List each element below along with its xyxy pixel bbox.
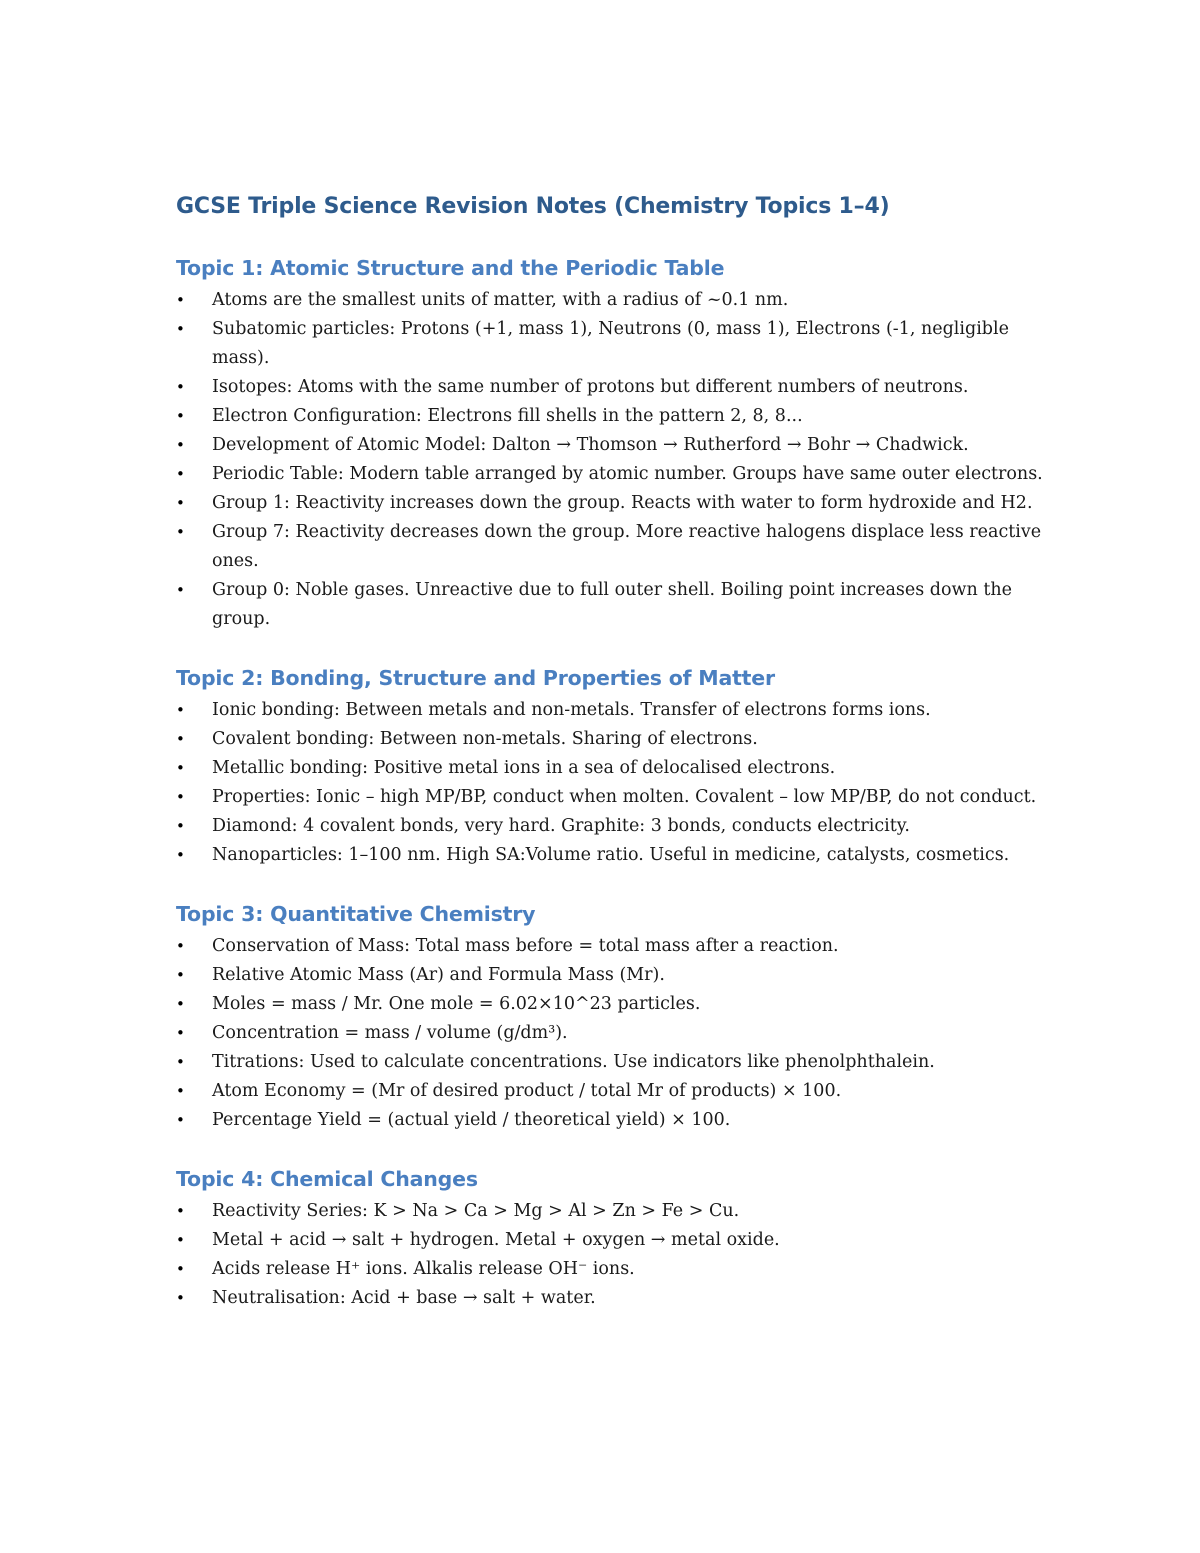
list-item [176, 932, 1056, 961]
document-body [176, 190, 1056, 1341]
bullet-icon: • [176, 817, 185, 835]
bullet-icon: • [176, 465, 185, 483]
list-item-text: Atom Economy = (Mr of desired product / total Mr of products) × 100. [212, 1081, 842, 1101]
list-item-text: Electron Configuration: Electrons fill shells in the pattern 2, 8, 8... [212, 406, 803, 426]
list-item [176, 812, 1056, 841]
list-item [176, 783, 1056, 812]
list-item-text: Group 0: Noble gases. Unreactive due to full outer shell. Boiling point increases down the group. [212, 580, 1012, 629]
list-item-text: Acids release H⁺ ions. Alkalis release OH⁻ ions. [212, 1259, 635, 1279]
list-item-text: Atoms are the smallest units of matter, with a radius of ~0.1 nm. [212, 290, 789, 310]
list-item-text: Relative Atomic Mass (Ar) and Formula Mass (Mr). [212, 965, 665, 985]
topic-4-list [176, 1197, 1056, 1313]
topic-4-heading: Topic 4: Chemical Changes [176, 1167, 478, 1191]
list-item-text: Group 1: Reactivity increases down the group. Reacts with water to form hydroxide and H2. [212, 493, 1033, 513]
topic-3-list [176, 932, 1056, 1135]
bullet-icon: • [176, 937, 185, 955]
topic-2-list [176, 696, 1056, 870]
list-item [176, 841, 1056, 870]
list-item [176, 402, 1056, 431]
list-item-text: Diamond: 4 covalent bonds, very hard. Graphite: 3 bonds, conducts electricity. [212, 816, 910, 836]
list-item [176, 1106, 1056, 1135]
bullet-icon: • [176, 730, 185, 748]
list-item [176, 1255, 1056, 1284]
bullet-icon: • [176, 1024, 185, 1042]
topic-1-heading: Topic 1: Atomic Structure and the Periodic Table [176, 256, 725, 280]
bullet-icon: • [176, 1231, 185, 1249]
bullet-icon: • [176, 1202, 185, 1220]
topic-4-section [176, 1163, 1056, 1313]
list-item [176, 1284, 1056, 1313]
bullet-icon: • [176, 1260, 185, 1278]
list-item-text: Neutralisation: Acid + base → salt + water. [212, 1288, 596, 1308]
list-item [176, 725, 1056, 754]
list-item-text: Covalent bonding: Between non-metals. Sharing of electrons. [212, 729, 758, 749]
bullet-icon: • [176, 291, 185, 309]
list-item-text: Subatomic particles: Protons (+1, mass 1), Neutrons (0, mass 1), Electrons (-1, negligible mass). [212, 319, 1009, 368]
bullet-icon: • [176, 788, 185, 806]
list-item [176, 961, 1056, 990]
list-item-text: Isotopes: Atoms with the same number of protons but different numbers of neutrons. [212, 377, 969, 397]
list-item [176, 489, 1056, 518]
list-item [176, 1077, 1056, 1106]
list-item [176, 286, 1056, 315]
bullet-icon: • [176, 966, 185, 984]
list-item [176, 754, 1056, 783]
topic-1-section [176, 252, 1056, 634]
bullet-icon: • [176, 523, 185, 541]
list-item [176, 373, 1056, 402]
list-item [176, 1048, 1056, 1077]
bullet-icon: • [176, 581, 185, 599]
list-item-text: Development of Atomic Model: Dalton → Thomson → Rutherford → Bohr → Chadwick. [212, 435, 969, 455]
bullet-icon: • [176, 1082, 185, 1100]
list-item-text: Conservation of Mass: Total mass before = total mass after a reaction. [212, 936, 839, 956]
list-item-text: Periodic Table: Modern table arranged by atomic number. Groups have same outer electrons. [212, 464, 1043, 484]
list-item [176, 990, 1056, 1019]
bullet-icon: • [176, 1289, 185, 1307]
list-item-text: Moles = mass / Mr. One mole = 6.02×10^23 particles. [212, 994, 701, 1014]
list-item [176, 1226, 1056, 1255]
list-item-text: Percentage Yield = (actual yield / theoretical yield) × 100. [212, 1110, 731, 1130]
list-item-text: Ionic bonding: Between metals and non-metals. Transfer of electrons forms ions. [212, 700, 931, 720]
bullet-icon: • [176, 759, 185, 777]
list-item-text: Metal + acid → salt + hydrogen. Metal + oxygen → metal oxide. [212, 1230, 780, 1250]
topic-2-heading: Topic 2: Bonding, Structure and Properties of Matter [176, 666, 775, 690]
list-item-text: Nanoparticles: 1–100 nm. High SA:Volume ratio. Useful in medicine, catalysts, cosmetics. [212, 845, 1010, 865]
list-item [176, 576, 1056, 634]
list-item [176, 431, 1056, 460]
list-item [176, 518, 1056, 576]
list-item-text: Group 7: Reactivity decreases down the group. More reactive halogens displace less reactive ones. [212, 522, 1042, 571]
bullet-icon: • [176, 436, 185, 454]
list-item-text: Reactivity Series: K > Na > Ca > Mg > Al > Zn > Fe > Cu. [212, 1201, 740, 1221]
bullet-icon: • [176, 1053, 185, 1071]
list-item [176, 315, 1056, 373]
bullet-icon: • [176, 378, 185, 396]
bullet-icon: • [176, 1111, 185, 1129]
topic-2-section [176, 662, 1056, 870]
list-item-text: Metallic bonding: Positive metal ions in a sea of delocalised electrons. [212, 758, 836, 778]
bullet-icon: • [176, 701, 185, 719]
document-title: GCSE Triple Science Revision Notes (Chemistry Topics 1–4) [176, 194, 890, 219]
topic-3-heading: Topic 3: Quantitative Chemistry [176, 902, 536, 926]
list-item [176, 696, 1056, 725]
list-item [176, 1019, 1056, 1048]
list-item-text: Properties: Ionic – high MP/BP, conduct when molten. Covalent – low MP/BP, do not conduct. [212, 787, 1037, 807]
list-item [176, 1197, 1056, 1226]
topic-3-section [176, 898, 1056, 1135]
bullet-icon: • [176, 846, 185, 864]
bullet-icon: • [176, 320, 185, 338]
list-item [176, 460, 1056, 489]
bullet-icon: • [176, 995, 185, 1013]
topic-1-list [176, 286, 1056, 634]
bullet-icon: • [176, 494, 185, 512]
list-item-text: Concentration = mass / volume (g/dm³). [212, 1023, 568, 1043]
bullet-icon: • [176, 407, 185, 425]
list-item-text: Titrations: Used to calculate concentrations. Use indicators like phenolphthalein. [212, 1052, 935, 1072]
